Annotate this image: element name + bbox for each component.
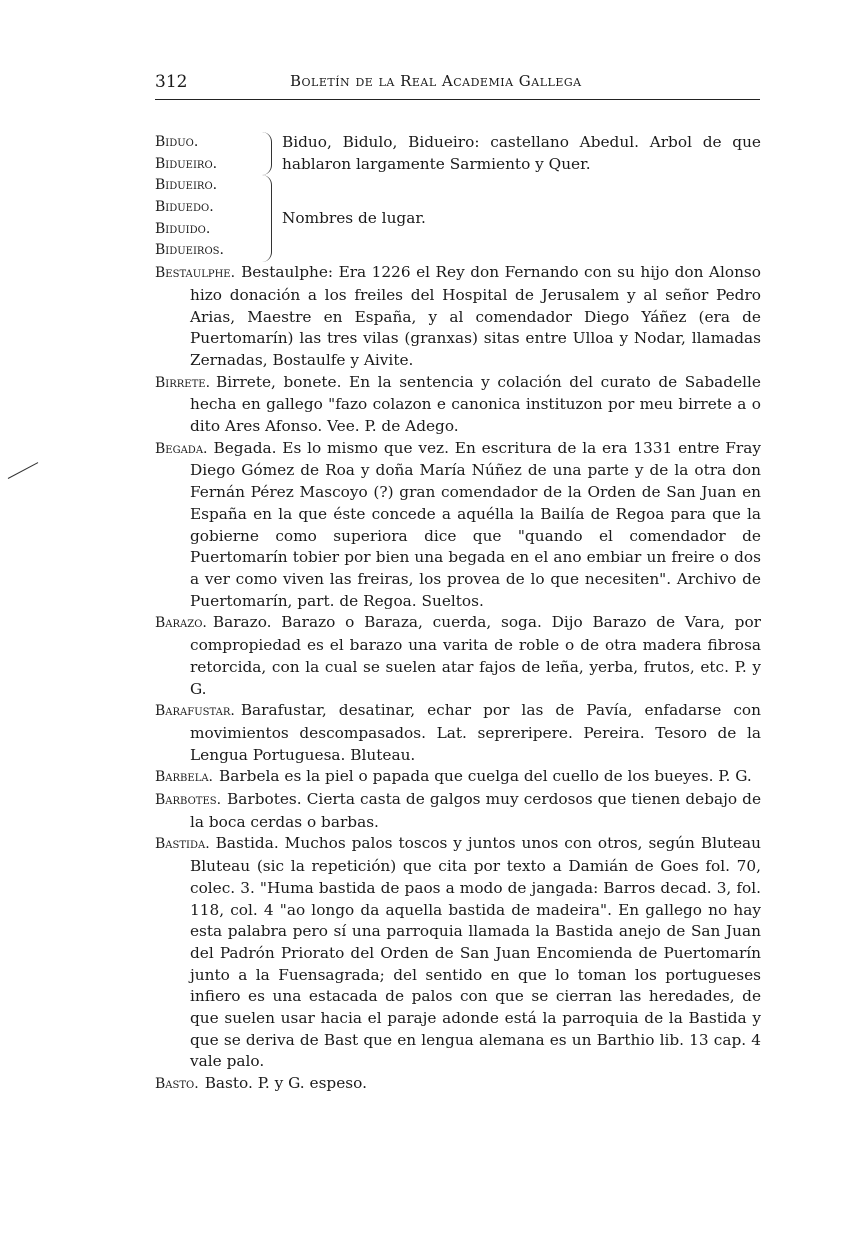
entry-head: Begada. — [155, 440, 208, 457]
entry-text: Biduo, Bidulo, Bidueiro: castellano Abedul. Arbol de que hablaron largamente Sarmiento y Quer. — [282, 133, 761, 173]
entry-head: Barazo. — [155, 615, 207, 632]
entry-group-biduo — [155, 132, 761, 175]
dictionary-entry — [155, 700, 761, 766]
dictionary-entry — [155, 1073, 761, 1096]
dictionary-entry — [155, 789, 761, 833]
page-number: 312 — [155, 72, 188, 92]
entry-text: Barbela es la piel o papada que cuelga del cuello de los bueyes. P. G. — [219, 767, 752, 786]
running-title: Boletín de la Real Academia Gallega — [290, 72, 582, 90]
entry-text: Bestaulphe: Era 1226 el Rey don Fernando con su hijo don Alonso hizo donación a los freiles del Hospital de Jerusalem y al señor Pedro Arias, Maestre en España, y al comendador Diego Yáñez (era de Puertomarín) las tres vilas (granxas) sitas entre Ulloa y Nodar, llamadas Zernadas, Bostaulfe y Aivite. — [190, 263, 761, 369]
entry-head: Bastida. — [155, 836, 210, 853]
margin-mark — [8, 462, 38, 479]
header-rule — [155, 99, 760, 100]
entry-head: Basto. — [155, 1076, 199, 1093]
brace — [251, 132, 272, 175]
entry-head: Biduo. — [155, 134, 199, 151]
dictionary-entry — [155, 612, 761, 700]
entry-text: Barbotes. Cierta casta de galgos muy cerdosos que tienen debajo de la boca cerdas o barbas. — [190, 790, 761, 831]
entry-head: Bestaulphe. — [155, 265, 236, 282]
entry-text: Bastida. Muchos palos toscos y juntos unos con otros, según Bluteau Bluteau (sic la repetición) que cita por texto a Damián de Goes fol. 70, colec. 3. "Huma bastida de paos a modo de jangada: Barros decad. 3, fol. 118, col. 4 "ao longo da aquella bastida de madeira". En gallego no hay esta palabra pero sí una parroquia llamada la Bastida anejo de San Juan del Padrón Priorato del Orden de San Juan Encomienda de Puertomarín junto a la Fuensagrada; del sentido en que lo toman los portugueses infiero es una estacada de palos con que se cierran las heredades, de que suelen usar hacia el paraje adonde está la parroquia de la Bastida y que se deriva de Bast que en lengua alemana es un Barthio lib. 13 cap. 4 vale palo. — [190, 834, 761, 1071]
entry-text: Basto. P. y G. espeso. — [204, 1074, 367, 1093]
dictionary-entry — [155, 766, 761, 789]
entry-head: Barafustar. — [155, 703, 235, 720]
entry-head: Bidueiro. — [155, 155, 218, 172]
entry-head: Biduedo. — [155, 199, 214, 216]
entry-head: Birrete. — [155, 374, 211, 391]
dictionary-entry — [155, 833, 761, 1073]
dictionary-content — [155, 132, 761, 1096]
dictionary-entry — [155, 262, 761, 372]
entry-head: Barbela. — [155, 769, 213, 786]
entry-text: Begada. Es lo mismo que vez. En escritura de la era 1331 entre Fray Diego Gómez de Roa y doña María Núñez de una parte y de la otra don Fernán Pérez Mascoyo (?) gran comendador de la Orden de San Juan en España en la que éste concede a aquélla la Bailía de Regoa para que la gobierne como superiora dice que "quando el comendador de Puertomarín tobier por bien una begada en el ano embiar un freire o dos a ver como viven las freiras, los provea de lo que necesiten". Archivo de Puertomarín, part. de Regoa. Sueltos. — [190, 438, 761, 610]
entry-head: Biduido. — [155, 220, 211, 237]
dictionary-entry — [155, 438, 761, 613]
entry-text: Barazo. Barazo o Baraza, cuerda, soga. Dijo Barazo de Vara, por compropiedad es el barazo una varita de roble o de otra madera fibrosa retorcida, con la cual se suelen atar fajos de leña, yerba, frutos, etc. P. y G. — [190, 613, 761, 698]
entry-group-place-names — [155, 175, 761, 262]
entry-head: Bidueiros. — [155, 242, 224, 259]
entry-text: Barafustar, desatinar, echar por las de Pavía, enfadarse con movimientos descompasados. Lat. sepreripere. Pereira. Tesoro de la Lengua Portuguesa. Bluteau. — [190, 701, 761, 764]
entry-text: Birrete, bonete. En la sentencia y colación del curato de Sabadelle hecha en gallego "fazo colazon e canonica instituzon por meu birrete a o dito Ares Afonso. Vee. P. de Adego. — [190, 372, 761, 436]
brace — [251, 175, 272, 262]
entry-head: Bidueiro. — [155, 177, 218, 194]
entry-text: Nombres de lugar. — [282, 208, 426, 227]
entry-head: Barbotes. — [155, 792, 222, 809]
page-header — [155, 72, 760, 96]
dictionary-entry — [155, 372, 761, 438]
